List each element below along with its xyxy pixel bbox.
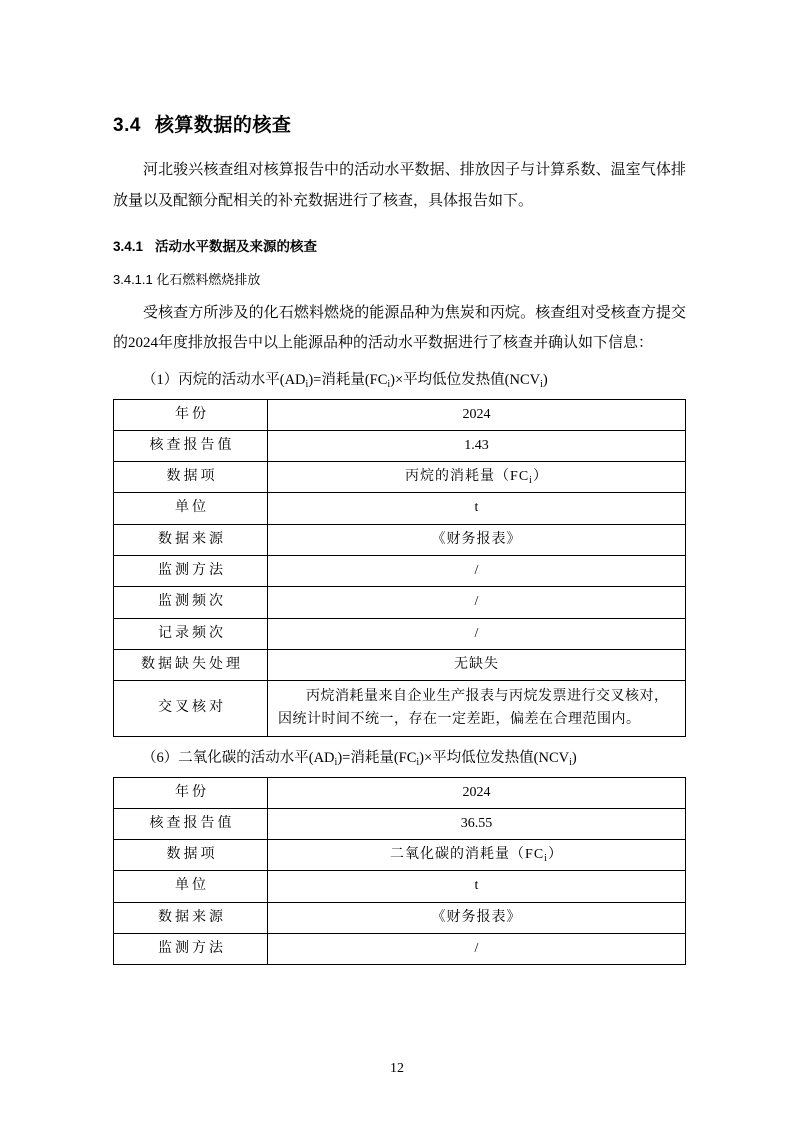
row-label: 年份 (114, 399, 268, 430)
row-value-sub: i (529, 475, 533, 487)
subsection-title: 活动水平数据及来源的核查 (155, 238, 318, 254)
row-value-tail: ） (547, 847, 563, 863)
caption-sub: i (387, 379, 391, 390)
table-row (114, 902, 686, 933)
row-value: 无缺失 (268, 649, 686, 680)
table-row (114, 587, 686, 618)
row-value: / (268, 934, 686, 965)
table-row (114, 871, 686, 902)
row-value-text: 二氧化碳的消耗量（FC (390, 847, 545, 863)
row-value (268, 840, 686, 871)
row-label: 监测方法 (114, 556, 268, 587)
table-row (114, 430, 686, 461)
row-label: 核查报告值 (114, 808, 268, 839)
row-value: 《财务报表》 (268, 902, 686, 933)
table-row (114, 934, 686, 965)
table-row (114, 649, 686, 680)
table-row (114, 840, 686, 871)
table-row (114, 808, 686, 839)
row-label: 年份 (114, 777, 268, 808)
caption-mid: )=消耗量(FC (308, 372, 388, 388)
row-value: 丙烷消耗量来自企业生产报表与丙烷发票进行交叉核对，因统计时间不统一，存在一定差距，偏差在合理范围内。 (268, 681, 686, 737)
row-value: t (268, 493, 686, 524)
row-value: 36.55 (268, 808, 686, 839)
row-label: 单位 (114, 871, 268, 902)
row-label: 数据缺失处理 (114, 649, 268, 680)
row-label: 核查报告值 (114, 430, 268, 461)
caption-suffix: ) (571, 750, 577, 766)
activity-data-table-2 (113, 777, 686, 966)
table-row (114, 556, 686, 587)
row-label: 数据来源 (114, 902, 268, 933)
caption-sub: i (569, 757, 572, 768)
row-value: 2024 (268, 399, 686, 430)
table-row (114, 777, 686, 808)
table-2-caption (113, 745, 686, 773)
row-value: / (268, 618, 686, 649)
activity-data-table-1 (113, 399, 686, 737)
row-value: t (268, 871, 686, 902)
row-value (268, 462, 686, 493)
row-label: 数据项 (114, 462, 268, 493)
caption-sub: i (305, 379, 309, 390)
section-heading (113, 110, 686, 137)
caption-prefix: （6）二氧化碳的活动水平(AD (142, 750, 335, 766)
caption-mid2: )×平均低位发热值(NCV (390, 372, 541, 388)
row-label: 数据项 (114, 840, 268, 871)
table-row (114, 399, 686, 430)
subsection-heading (113, 235, 686, 255)
table-1-caption (113, 367, 686, 395)
table-row (114, 681, 686, 737)
row-value-sub: i (544, 853, 548, 865)
caption-mid2: )×平均低位发热值(NCV (419, 750, 570, 766)
row-value: 2024 (268, 777, 686, 808)
subsubsection-heading: 3.4.1.1 化石燃料燃烧排放 (113, 271, 261, 287)
caption-sub: i (334, 757, 338, 768)
row-value: 1.43 (268, 430, 686, 461)
section-number: 3.4 (113, 115, 141, 136)
row-label: 数据来源 (114, 524, 268, 555)
caption-sub: i (540, 379, 543, 390)
caption-suffix: ) (542, 372, 548, 388)
row-value-text: 丙烷的消耗量（FC (405, 469, 530, 485)
row-label: 记录频次 (114, 618, 268, 649)
caption-prefix: （1）丙烷的活动水平(AD (142, 372, 306, 388)
table-row (114, 493, 686, 524)
row-label: 单位 (114, 493, 268, 524)
row-label: 监测方法 (114, 934, 268, 965)
subsection-number: 3.4.1 (113, 238, 144, 254)
caption-mid: )=消耗量(FC (337, 750, 417, 766)
table-row (114, 524, 686, 555)
section-title: 核算数据的核查 (154, 115, 292, 136)
page-number: 12 (390, 1061, 404, 1076)
row-value: / (268, 556, 686, 587)
row-label: 交叉核对 (114, 681, 268, 737)
body-paragraph: 受核查方所涉及的化石燃料燃烧的能源品种为焦炭和丙烷。核查组对受核查方提交的2024年度排放报告中以上能源品种的活动水平数据进行了核查并确认如下信息： (113, 304, 686, 352)
row-label: 监测频次 (114, 587, 268, 618)
intro-paragraph: 河北骏兴核查组对核算报告中的活动水平数据、排放因子与计算系数、温室气体排放量以及配额分配相关的补充数据进行了核查，具体报告如下。 (113, 162, 686, 209)
row-value-tail: ） (532, 469, 548, 485)
row-value: / (268, 587, 686, 618)
table-row (114, 618, 686, 649)
table-row (114, 462, 686, 493)
row-value: 《财务报表》 (268, 524, 686, 555)
caption-sub: i (416, 757, 420, 768)
